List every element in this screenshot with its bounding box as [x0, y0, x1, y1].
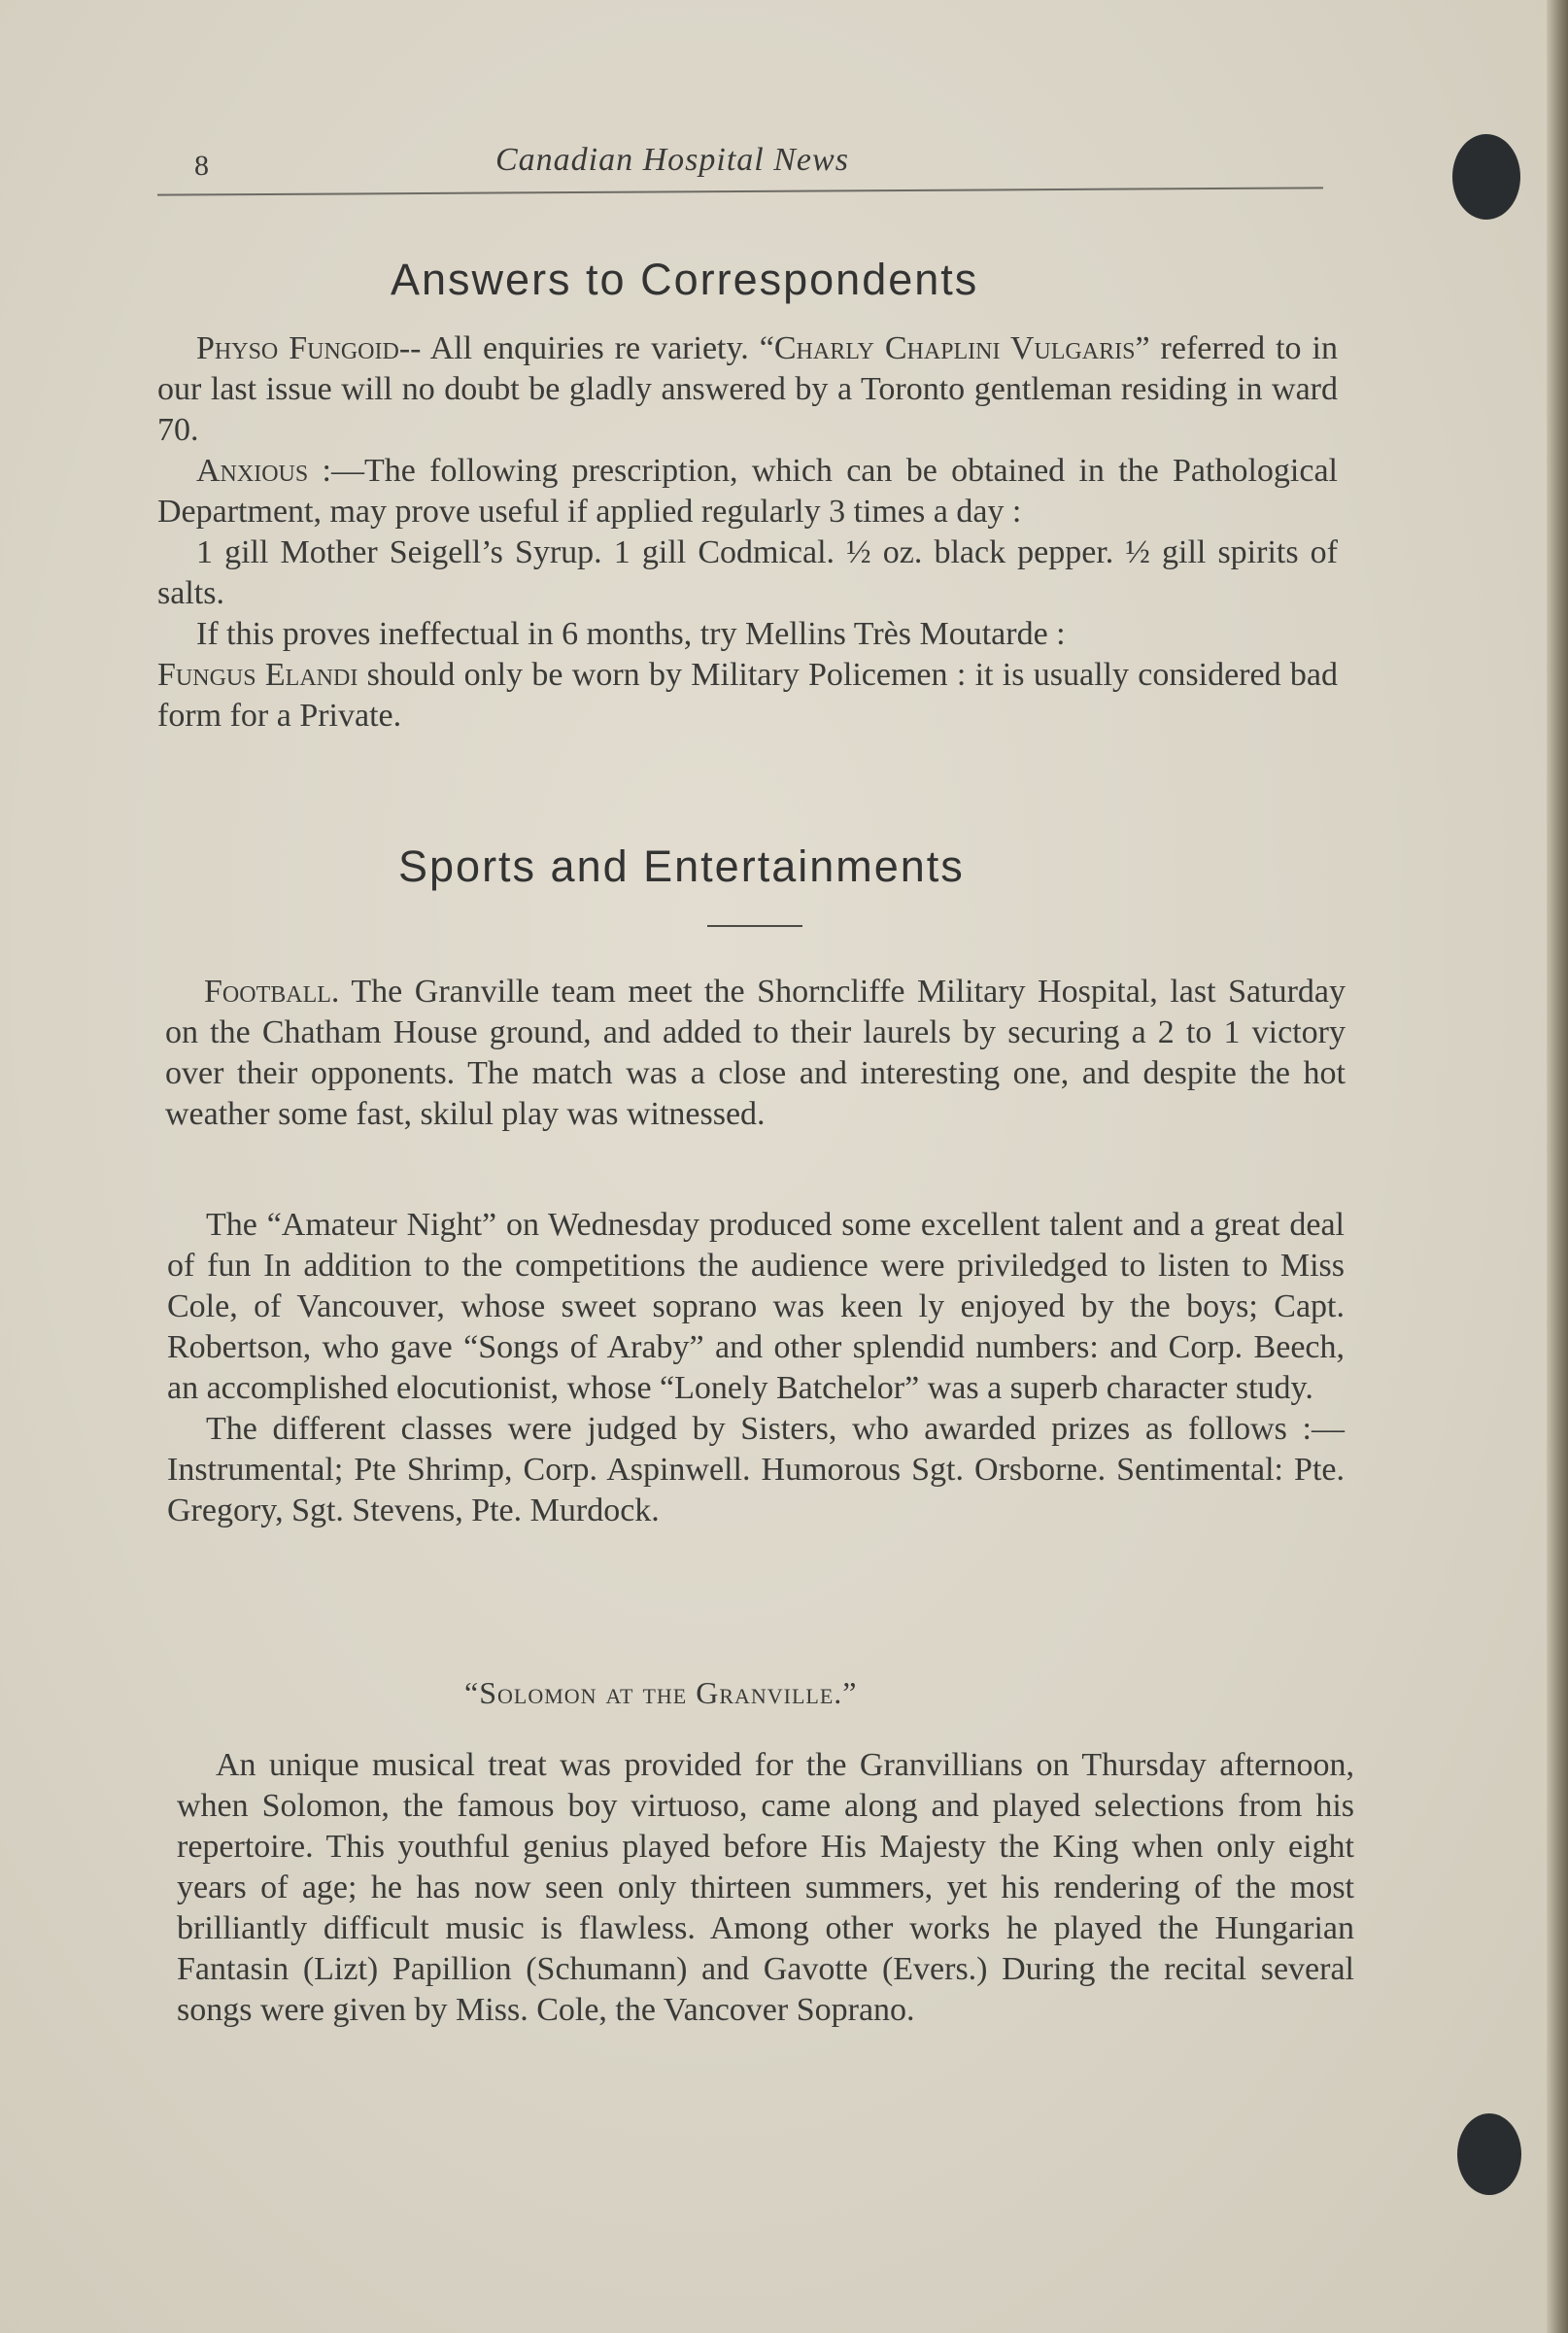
paragraph-amateur: The “Amateur Night” on Wednesday produced some excellent talent and a great deal of fun In addition to the competitions the audience were priviledged to listen to Miss Cole, of Vancouver, whose sweet soprano was keen ly enjoyed by the boys; Capt. Robertson, who gave “Songs of Araby” and other splendid numbers: and Corp. Beech, an accomplished elocutionist, whose “Lonely Batchelor” was a superb character study.: [167, 1207, 1345, 1406]
paragraph-anxious: [157, 451, 1338, 532]
amateur-night-section: [167, 1205, 1345, 1531]
paragraph-solomon: An unique musical treat was provided for the Granvillians on Thursday afternoon, when Solomon, the famous boy virtuoso, came along and played selections from his repertoire. This youthful genius played before His Majesty the King when only eight years of age; he has now seen only thirteen summers, yet his rendering of the most brilliantly difficult music is flawless. Among other works he played the Hungarian Fantasin (Lizt) Papillion (Schumann) and Gavotte (Evers.) During the recital several songs were given by Miss. Cole, the Vancover Soprano.: [177, 1747, 1354, 2028]
text-anxious: :—The following prescription, which can be obtained in the Pathological Department, may prove useful if applied regularly 3 times a day :: [157, 453, 1338, 530]
paragraph-prescription: 1 gill Mother Seigell’s Syrup. 1 gill Codmical. ½ oz. black pepper. ½ gill spirits of salts.: [157, 534, 1338, 611]
binding-hole-top: [1452, 134, 1520, 220]
paragraph-physo: [157, 328, 1338, 451]
lead-fungus: Fungus Elandi: [157, 657, 358, 693]
solomon-heading: “Solomon at the Granville.”: [464, 1675, 858, 1710]
text-football: The Granville team meet the Shorncliffe Military Hospital, last Saturday on the Chatham House ground, and added to their laurels by securing a 2 to 1 victory over their opponents. The match was a close and interesting one, and despite the hot weather some fast, skilul play was witnessed.: [165, 974, 1346, 1132]
solomon-section: [177, 1745, 1354, 2031]
page-edge: [1547, 0, 1568, 2333]
name-charly: Charly Chaplini Vulgaris: [773, 330, 1136, 366]
text-physo-tail: ” referred to in our last issue will no doubt be gladly answered by a Toronto gentleman residing in ward 70.: [157, 330, 1338, 448]
running-title: Canadian Hospital News: [495, 142, 849, 178]
paragraph-fungus: [157, 655, 1338, 737]
paragraph-ineffectual: If this proves ineffectual in 6 months, try Mellins Très Moutarde :: [196, 616, 1066, 652]
page-number: 8: [194, 150, 209, 182]
text-fungus: should only be worn by Military Policemen : it is usually considered bad form for a Private.: [157, 657, 1338, 734]
lead-anxious: Anxious: [196, 453, 309, 489]
lead-physo: Physo Fungoid: [196, 330, 399, 366]
section-divider: [707, 925, 802, 927]
answers-title: Answers to Correspondents: [391, 255, 979, 304]
text-physo: -- All enquiries re variety. “: [398, 330, 774, 366]
football-paragraph: [165, 972, 1346, 1135]
answers-body: [157, 328, 1338, 737]
binding-hole-bottom: [1457, 2113, 1521, 2195]
sports-title: Sports and Entertainments: [398, 841, 965, 891]
lead-football: Football.: [204, 974, 340, 1010]
paragraph-classes: The different classes were judged by Sisters, who awarded prizes as follows :—Instrumental; Pte Shrimp, Corp. Aspinwell. Humorous Sgt. Orsborne. Sentimental: Pte. Gregory, Sgt. Stevens, Pte. Murdock.: [167, 1411, 1345, 1528]
page-header: [155, 136, 1321, 194]
